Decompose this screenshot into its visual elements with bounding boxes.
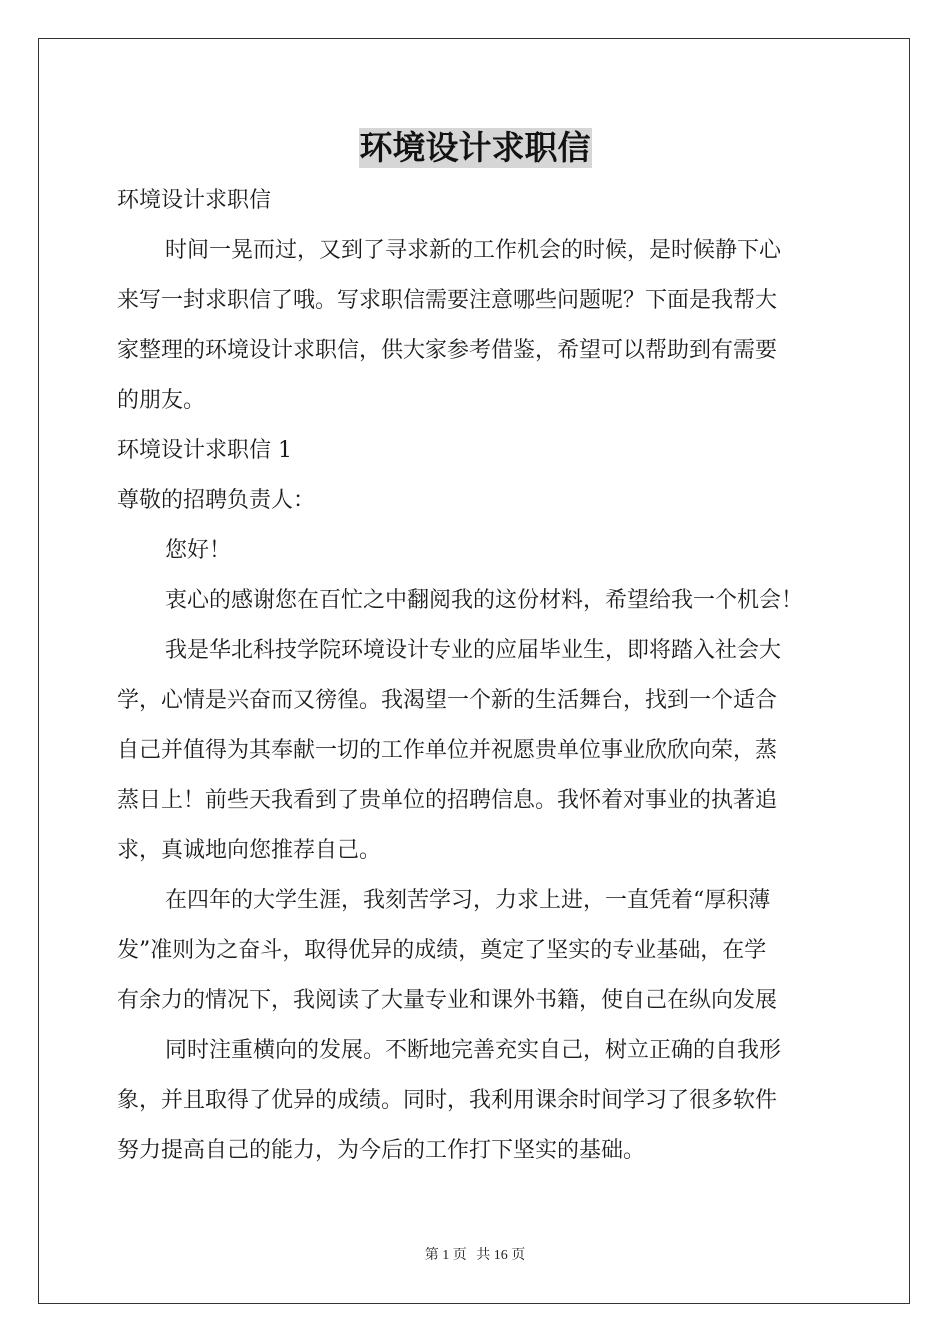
text-line: 家整理的环境设计求职信，供大家参考借鉴，希望可以帮助到有需要: [117, 338, 778, 363]
text-line: 时间一晃而过，又到了寻求新的工作机会的时候，是时候静下心: [165, 238, 782, 263]
text-line: 在四年的大学生涯，我刻苦学习，力求上进，一直凭着“厚积薄: [165, 888, 771, 913]
text-line: 环境设计求职信 1: [117, 438, 292, 463]
text-line: 我是华北科技学院环境设计专业的应届毕业生，即将踏入社会大: [165, 638, 782, 663]
text-line: 蒸日上！前些天我看到了贵单位的招聘信息。我怀着对事业的执著追: [117, 788, 778, 813]
text-line: 象，并且取得了优异的成绩。同时，我利用课余时间学习了很多软件: [117, 1088, 778, 1113]
document-body: [117, 176, 833, 1176]
text-line: 您好！: [165, 538, 232, 563]
text-line: 学，心情是兴奋而又徬徨。我渴望一个新的生活舞台，找到一个适合: [117, 688, 778, 713]
text-line: 自己并值得为其奉献一切的工作单位并祝愿贵单位事业欣欣向荣，蒸: [117, 738, 778, 763]
page-number: 第 1 页: [424, 1248, 467, 1263]
title-container: [0, 128, 950, 168]
page-footer: [0, 1244, 950, 1264]
text-line: 同时注重横向的发展。不断地完善充实自己，树立正确的自我形: [165, 1038, 782, 1063]
page-total: 共 16 页: [476, 1248, 526, 1263]
text-line: 求，真诚地向您推荐自己。: [117, 838, 382, 863]
text-line: 来写一封求职信了哦。写求职信需要注意哪些问题呢？下面是我帮大: [117, 288, 778, 313]
text-line: 的朋友。: [117, 388, 206, 413]
text-line: 努力提高自己的能力，为今后的工作打下坚实的基础。: [117, 1138, 646, 1163]
text-line: 衷心的感谢您在百忙之中翻阅我的这份材料，希望给我一个机会！: [165, 588, 804, 613]
text-line: 发”准则为之奋斗，取得优异的成绩，奠定了坚实的专业基础，在学: [117, 938, 767, 963]
text-line: 尊敬的招聘负责人：: [117, 488, 316, 513]
document-title: 环境设计求职信: [359, 128, 591, 167]
text-line: 环境设计求职信: [117, 188, 272, 213]
text-line: 有余力的情况下，我阅读了大量专业和课外书籍，使自己在纵向发展: [117, 988, 778, 1013]
